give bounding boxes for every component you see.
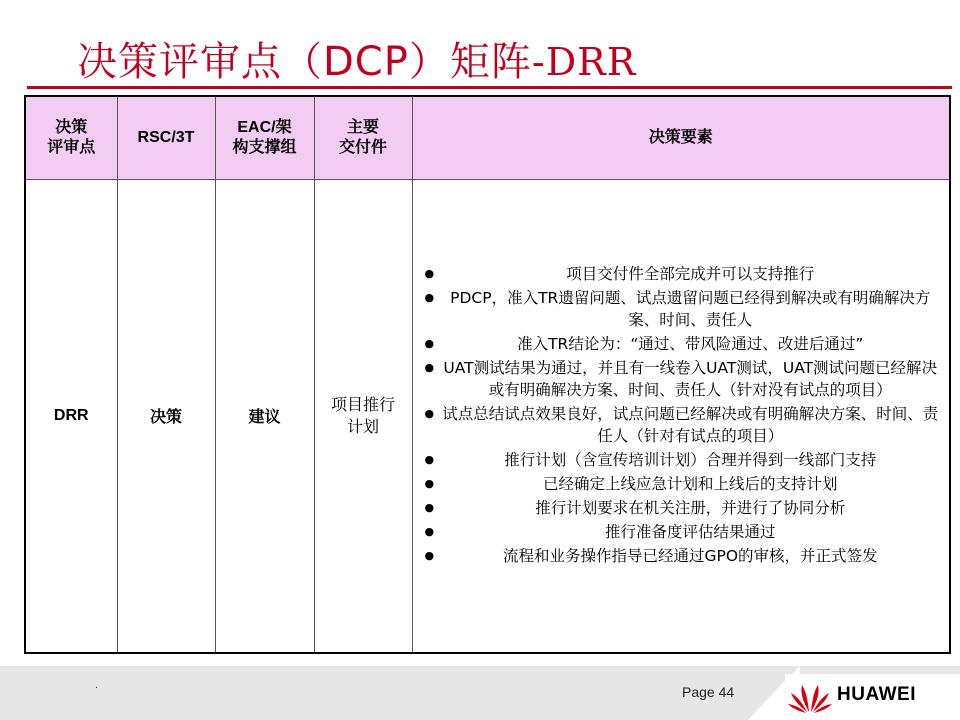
cell-rsc: 决策	[117, 179, 215, 653]
cell-decision-elements	[412, 179, 950, 653]
list-item: ● 已经确定上线应急计划和上线后的支持计划	[424, 474, 838, 493]
list-item: ● UAT测试结果为通过，并且有一线卷入UAT测试，UAT测试问题已经解决或有明确解决方案、时间、责任人（针对没有试点的项目）	[424, 358, 938, 399]
title-suffix: -DRR	[531, 40, 637, 84]
bullet-icon: ●	[424, 476, 435, 490]
list-item: ● 试点总结试点效果良好，试点问题已经解决或有明确解决方案、时间、责任人（针对有试点的项目）	[424, 404, 939, 445]
list-item: ● PDCP，准入TR遗留问题、试点遗留问题已经得到解决或有明确解决方案、时间、责任人	[424, 288, 931, 329]
header-row	[25, 96, 950, 179]
bullet-icon: ●	[424, 500, 435, 514]
bullet-icon: ●	[424, 548, 435, 562]
table-row	[25, 179, 950, 653]
bullet-icon: ●	[424, 336, 435, 350]
bullet-icon: ●	[424, 290, 435, 304]
title-main: 决策评审点（DCP）矩阵	[77, 39, 532, 85]
bullet-icon: ●	[424, 524, 435, 538]
bullet-icon: ●	[424, 360, 435, 374]
list-item: ● 准入TR结论为：“通过、带风险通过、改进后通过”	[424, 334, 864, 353]
slide-title	[77, 30, 636, 87]
dcp-matrix-table	[24, 95, 951, 654]
list-item: ● 项目交付件全部完成并可以支持推行	[424, 264, 815, 283]
huawei-wordmark: HUAWEI	[837, 684, 916, 705]
cell-decision-point: DRR	[25, 179, 117, 653]
header-eac: EAC/架 构支撑组	[215, 96, 314, 179]
header-deliverable: 主要 交付件	[314, 96, 412, 179]
list-item: ● 流程和业务操作指导已经通过GPO的审核，并正式签发	[424, 546, 878, 565]
title-underline	[27, 86, 952, 89]
header-decision-elements: 决策要素	[412, 96, 950, 179]
decision-elements-list	[425, 263, 942, 567]
list-item: ● 推行计划要求在机关注册，并进行了协同分析	[424, 498, 846, 517]
page-number: Page 44	[682, 684, 735, 700]
cell-eac: 建议	[215, 179, 314, 653]
huawei-logo-icon	[788, 677, 832, 713]
header-rsc: RSC/3T	[117, 96, 215, 179]
bullet-icon: ●	[424, 406, 435, 420]
footer-dot: .	[95, 680, 99, 691]
bullet-icon: ●	[424, 452, 435, 466]
header-decision-point: 决策 评审点	[25, 96, 117, 179]
bullet-icon: ●	[424, 266, 435, 280]
cell-deliverable: 项目推行 计划	[314, 179, 412, 653]
list-item: ● 推行计划（含宣传培训计划）合理并得到一线部门支持	[424, 450, 877, 469]
list-item: ● 推行准备度评估结果通过	[424, 522, 776, 541]
